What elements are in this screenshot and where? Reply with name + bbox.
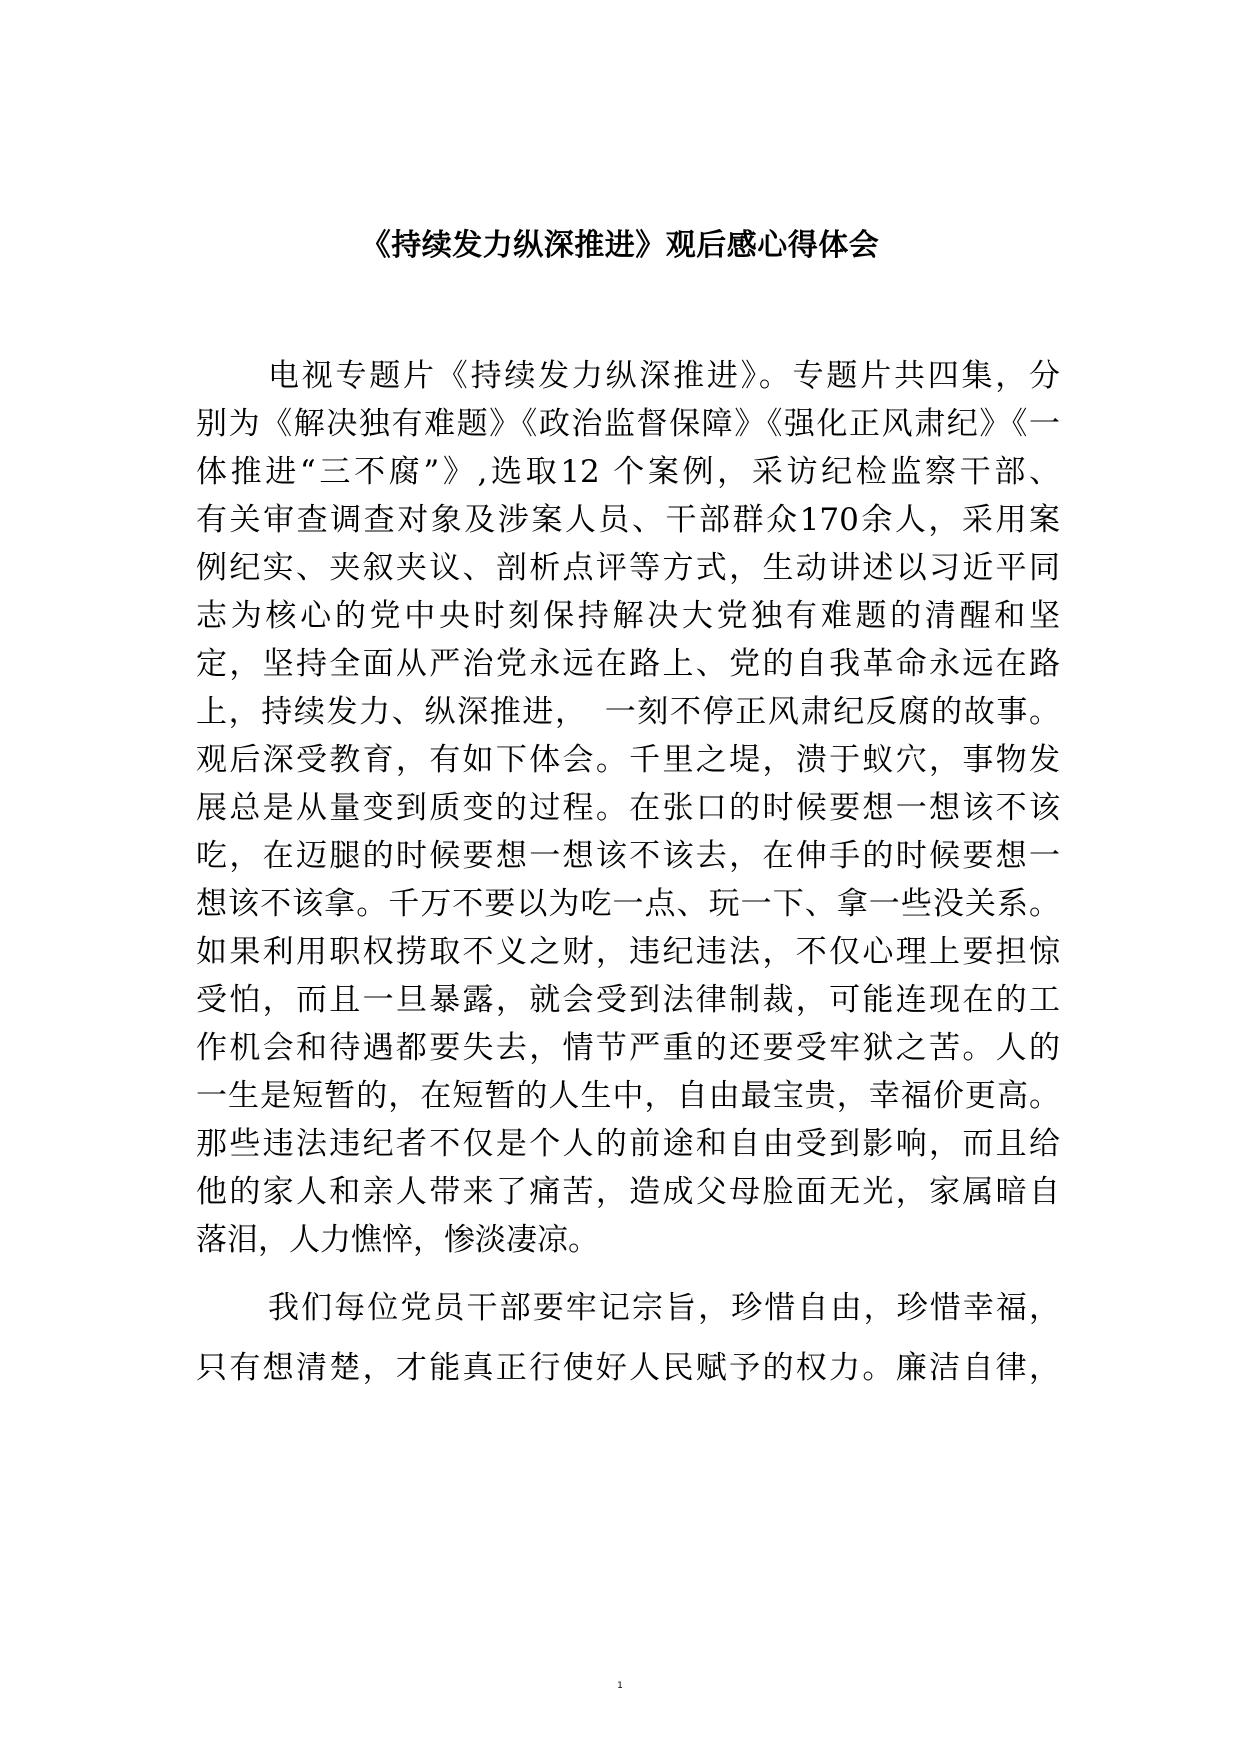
paragraph-line: 展总是从量变到质变的过程。在张口的时候要想一想该不该	[196, 790, 1060, 826]
paragraph-line: 观后深受教育，有如下体会。千里之堤，溃于蚁穴，事物发	[196, 742, 1060, 778]
paragraph-line: 如果利用职权捞取不义之财，违纪违法，不仅心理上要担惊	[196, 934, 1060, 970]
paragraph-line: 想该不该拿。千万不要以为吃一点、玩一下、拿一些没关系。	[196, 886, 1060, 922]
paragraph-1	[196, 352, 1060, 1264]
paragraph-line: 体推进“三不腐”》,选取12 个案例，采访纪检监察干部、	[196, 454, 1060, 490]
paragraph-line: 我们每位党员干部要牢记宗旨，珍惜自由，珍惜幸福，	[268, 1290, 1060, 1326]
paragraph-line: 落泪，人力憔悴，惨淡凄凉。	[196, 1222, 599, 1258]
paragraph-line: 吃，在迈腿的时候要想一想该不该去，在伸手的时候要想一	[196, 838, 1060, 874]
paragraph-line: 上，持续发力、纵深推进， 一刻不停正风肃纪反腐的故事。	[196, 694, 1060, 730]
paragraph-2	[196, 1278, 1060, 1398]
document-body	[196, 352, 1060, 1398]
document-title: 《持续发力纵深推进》观后感心得体会	[360, 228, 880, 263]
paragraph-line: 那些违法违纪者不仅是个人的前途和自由受到影响，而且给	[196, 1126, 1060, 1162]
paragraph-line: 电视专题片《持续发力纵深推进》。专题片共四集，分	[268, 358, 1060, 394]
paragraph-line: 他的家人和亲人带来了痛苦，造成父母脸面无光，家属暗自	[196, 1174, 1060, 1210]
paragraph-line: 别为《解决独有难题》《政治监督保障》《强化正风肃纪》《一	[196, 406, 1060, 442]
paragraph-line: 定，坚持全面从严治党永远在路上、党的自我革命永远在路	[196, 646, 1060, 682]
paragraph-line: 作机会和待遇都要失去，情节严重的还要受牢狱之苦。人的	[196, 1030, 1060, 1066]
page-number: 1	[617, 1681, 623, 1691]
paragraph-line: 有关审查调查对象及涉案人员、干部群众170余人，采用案	[196, 502, 1060, 538]
paragraph-line: 志为核心的党中央时刻保持解决大党独有难题的清醒和坚	[196, 598, 1060, 634]
paragraph-line: 受怕，而且一旦暴露，就会受到法律制裁，可能连现在的工	[196, 982, 1060, 1018]
paragraph-line: 一生是短暂的，在短暂的人生中，自由最宝贵，幸福价更高。	[196, 1078, 1060, 1114]
paragraph-line: 只有想清楚，才能真正行使好人民赋予的权力。廉洁自律，	[196, 1350, 1060, 1386]
paragraph-line: 例纪实、夹叙夹议、剖析点评等方式，生动讲述以习近平同	[196, 550, 1060, 586]
